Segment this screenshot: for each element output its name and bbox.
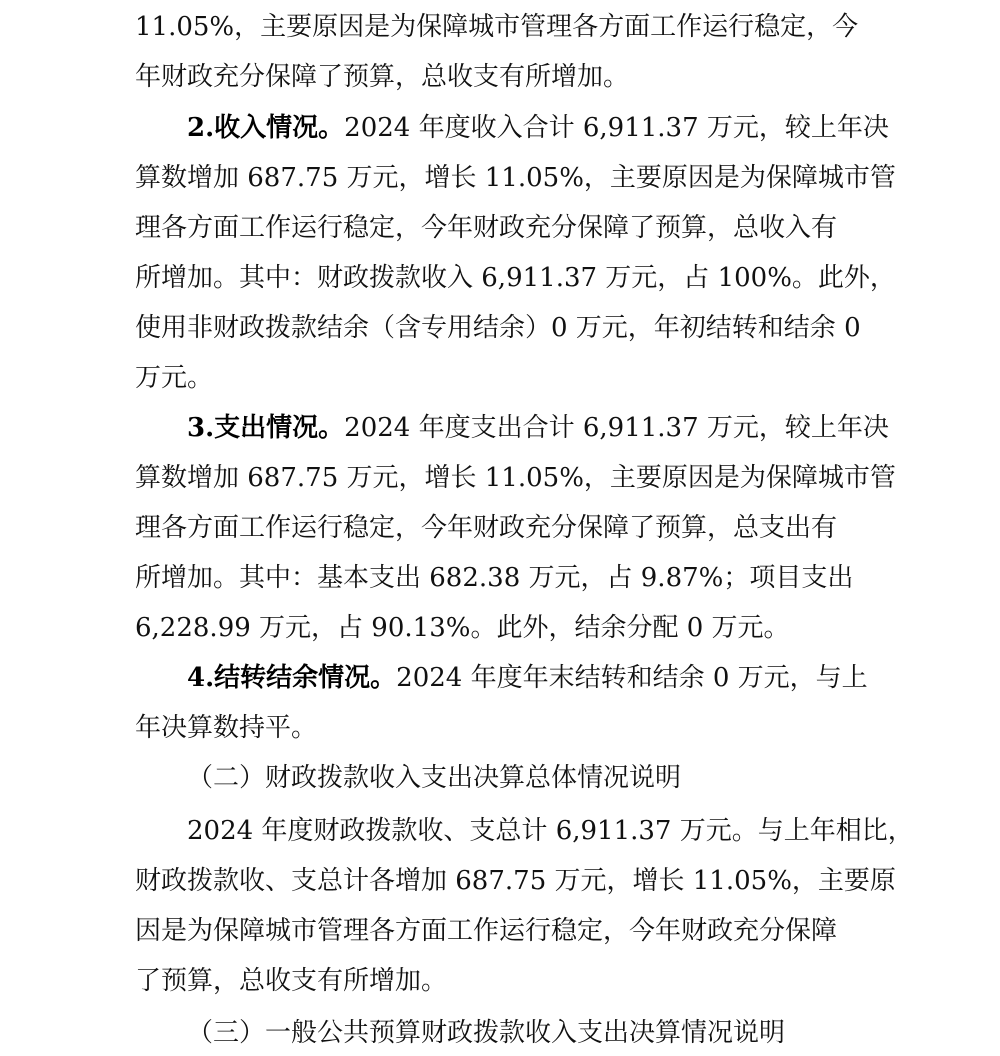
text-line [135,461,896,495]
line-text: 2024 年度支出合计 6,911.37 万元，较上年决 [344,413,889,443]
heading-text: （二）财政拨款收入支出决算总体情况说明 [187,763,682,793]
text-line [135,561,853,595]
text-line [135,361,213,395]
line-text: 算数增加 687.75 万元，增长 11.05%，主要原因是为保障城市管 [135,463,896,493]
section-heading-line [187,411,889,445]
line-text: 算数增加 687.75 万元，增长 11.05%，主要原因是为保障城市管 [135,163,896,193]
line-text: 理各方面工作运行稳定，今年财政充分保障了预算，总支出有 [135,513,838,543]
text-line [135,261,896,295]
text-line [187,814,914,848]
line-text: 所增加。其中：财政拨款收入 6,911.37 万元，占 100%。此外， [135,263,896,293]
line-text: 2024 年度财政拨款收、支总计 6,911.37 万元。与上年相比， [187,816,914,846]
text-line [135,964,447,998]
text-line [135,511,837,545]
line-text: 2024 年度年末结转和结余 0 万元，与上 [396,663,868,693]
subsection-heading [187,1016,785,1050]
section-heading: 3.支出情况。 [187,413,345,443]
line-text: 万元。 [135,363,214,393]
section-heading-line [187,111,889,145]
text-line [135,711,317,745]
text-line [135,311,861,345]
text-line [135,864,896,898]
line-text: 财政拨款收、支总计各增加 687.75 万元，增长 11.05%，主要原 [135,866,896,896]
subsection-heading [187,761,681,795]
section-heading: 4.结转结余情况。 [187,663,397,693]
text-line [135,10,858,44]
heading-text: （三）一般公共预算财政拨款收入支出决算情况说明 [187,1018,786,1048]
section-heading: 2.收入情况。 [187,113,345,143]
text-line [135,611,790,645]
line-text: 年决算数持平。 [135,713,318,743]
line-text: 11.05%，主要原因是为保障城市管理各方面工作运行稳定，今 [135,12,859,42]
line-text: 使用非财政拨款结余（含专用结余）0 万元，年初结转和结余 0 [135,313,861,343]
line-text: 6,228.99 万元，占 90.13%。此外，结余分配 0 万元。 [135,613,790,643]
text-line [135,211,837,245]
line-text: 所增加。其中：基本支出 682.38 万元，占 9.87%；项目支出 [135,563,854,593]
line-text: 了预算，总收支有所增加。 [135,966,448,996]
text-line [135,60,629,94]
section-heading-line [187,661,868,695]
line-text: 2024 年度收入合计 6,911.37 万元，较上年决 [344,113,889,143]
line-text: 理各方面工作运行稳定，今年财政充分保障了预算，总收入有 [135,213,838,243]
line-text: 因是为保障城市管理各方面工作运行稳定，今年财政充分保障 [135,916,838,946]
text-line [135,914,837,948]
line-text: 年财政充分保障了预算，总收支有所增加。 [135,62,630,92]
text-line [135,161,896,195]
